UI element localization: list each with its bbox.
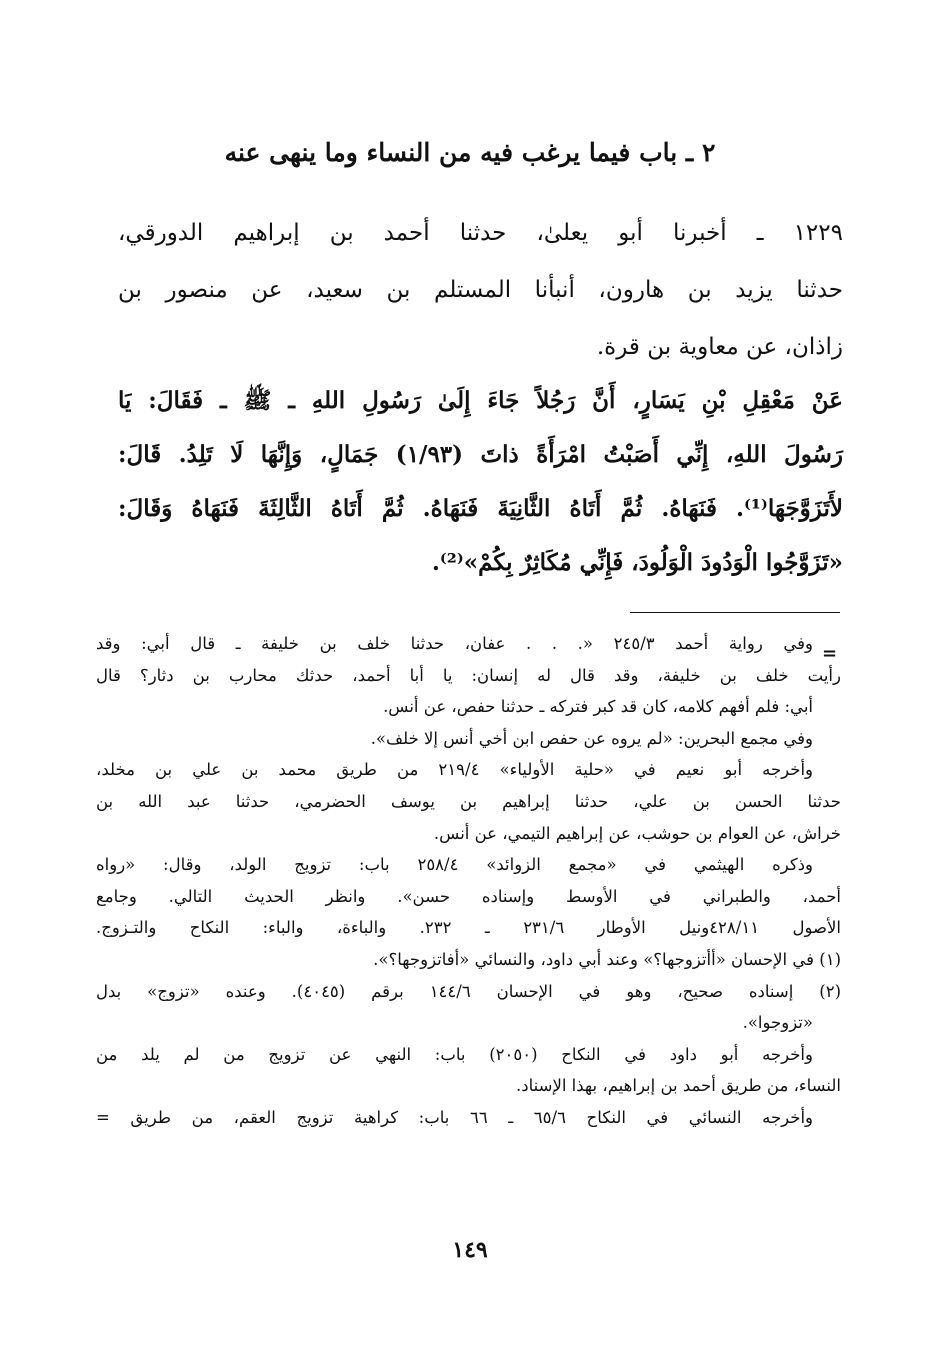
hadith-isnad: [118, 205, 843, 376]
matn-line: «تَزَوَّجُوا الْوَدُودَ الْوَلُودَ، فَإِنِّي مُكَاثِرٌ بِكُمْ»⁽²⁾.: [431, 549, 843, 576]
footnote-line: النساء، من طريق أحمد بن إبراهيم، بهذا الإسناد.: [516, 1076, 841, 1096]
footnote-line: رأيت خلف بن خليفة، وقد قال له إنسان: يا أبا أحمد، حدثك محارب بن دثار؟ قال: [96, 665, 841, 685]
isnad-line: حدثنا يزيد بن هارون، أنبأنا المستلم بن سعيد، عن منصور بن: [118, 277, 843, 303]
footnote-line: حدثنا الحسن بن علي، حدثنا إبراهيم بن يوسف الحضرمي، حدثنا عبد الله بن: [96, 791, 841, 811]
chapter-title: ٢ ـ باب فيما يرغب فيه من النساء وما ينهى عنه: [224, 138, 716, 167]
matn-line: عَنْ مَعْقِلِ بْنِ يَسَارٍ، أَنَّ رَجُلاً جَاءَ إِلَىٰ رَسُولِ اللهِ ـ ﷺ ـ فَقَالَ: يَا: [118, 387, 843, 414]
matn-line: لأَتَزَوَّجَهَا⁽¹⁾. فَنَهَاهُ. ثُمَّ أَتَاهُ الثَّانِيَةَ فَنَهَاهُ. ثُمَّ أَتَاهُ الثَّالِثَةَ فَنَهَاهُ وَقَالَ:: [118, 495, 843, 522]
footnote-line: (٢) إسناده صحيح، وهو في الإحسان ١٤٤/٦ برقم (٤٠٤٥). وعنده «تزوج» بدل: [96, 981, 841, 1001]
footnote-line: «تزوجوا».: [742, 1013, 813, 1033]
footnote-line: وأخرجه أبو داود في النكاح (٢٠٥٠) باب: النهي عن تزويج من لم يلد من: [96, 1044, 813, 1064]
footnote-line: الأصول ٤٢٨/١١ونيل الأوطار ٢٣١/٦ ـ ٢٣٢. والباءة، والباء: النكاح والتـزوج.: [96, 918, 842, 938]
footnote-line: أبي: فلم أفهم كلامه، كان قد كبر فتركه ـ حدثنا حفص، عن أنس.: [383, 697, 813, 717]
matn-line: رَسُولَ اللهِ، إِنِّي أَصَبْتُ امْرَأَةً ذاتَ (١/٩٣) جَمَالٍ، وَإِنَّهَا لَا تَلِدُ. قَالَ:: [118, 441, 844, 468]
continuation-mark: =: [822, 643, 838, 664]
footnote-line: وأخرجه النسائي في النكاح ٦٥/٦ ـ ٦٦ باب: كراهية تزويج العقم، من طريق =: [96, 1107, 813, 1127]
footnotes: [96, 628, 841, 1134]
footnote-line: خراش، عن العوام بن حوشب، عن إبراهيم التيمي، عن أنس.: [433, 823, 841, 843]
footnote-line: وذكره الهيثمي في «مجمع الزوائد» ٢٥٨/٤ باب: تزويج الولد، وقال: «رواه: [96, 855, 813, 875]
footnote-line: وفي مجمع البحرين: «لم يروه عن حفص ابن أخي أنس إلا خلف».: [370, 728, 813, 748]
footnote-line: أحمد، والطبراني في الأوسط وإسناده حسن». وانظر الحديث التالي. وجامع: [96, 886, 841, 906]
footnote-line: (١) في الإحسان «أأتزوجها؟» وعند أبي داود، والنسائي «أفاتزوجها؟».: [373, 949, 841, 969]
isnad-line: ١٢٢٩ ـ أخبرنا أبو يعلىٰ، حدثنا أحمد بن إبراهيم الدورقي،: [118, 220, 843, 246]
footnote-line: وأخرجه أبو نعيم في «حلية الأولياء» ٢١٩/٤ من طريق محمد بن علي بن مخلد،: [96, 760, 813, 780]
page-number: ١٤٩: [452, 1237, 488, 1263]
hadith-matn: [118, 374, 843, 590]
footnote-line: وفي رواية أحمد ٢٤٥/٣ «. . . عفان، حدثنا خلف بن خليفة ـ قال أبي: وقد: [96, 634, 813, 653]
footnote-divider: [630, 612, 840, 613]
isnad-line: زاذان، عن معاوية بن قرة.: [596, 334, 843, 360]
